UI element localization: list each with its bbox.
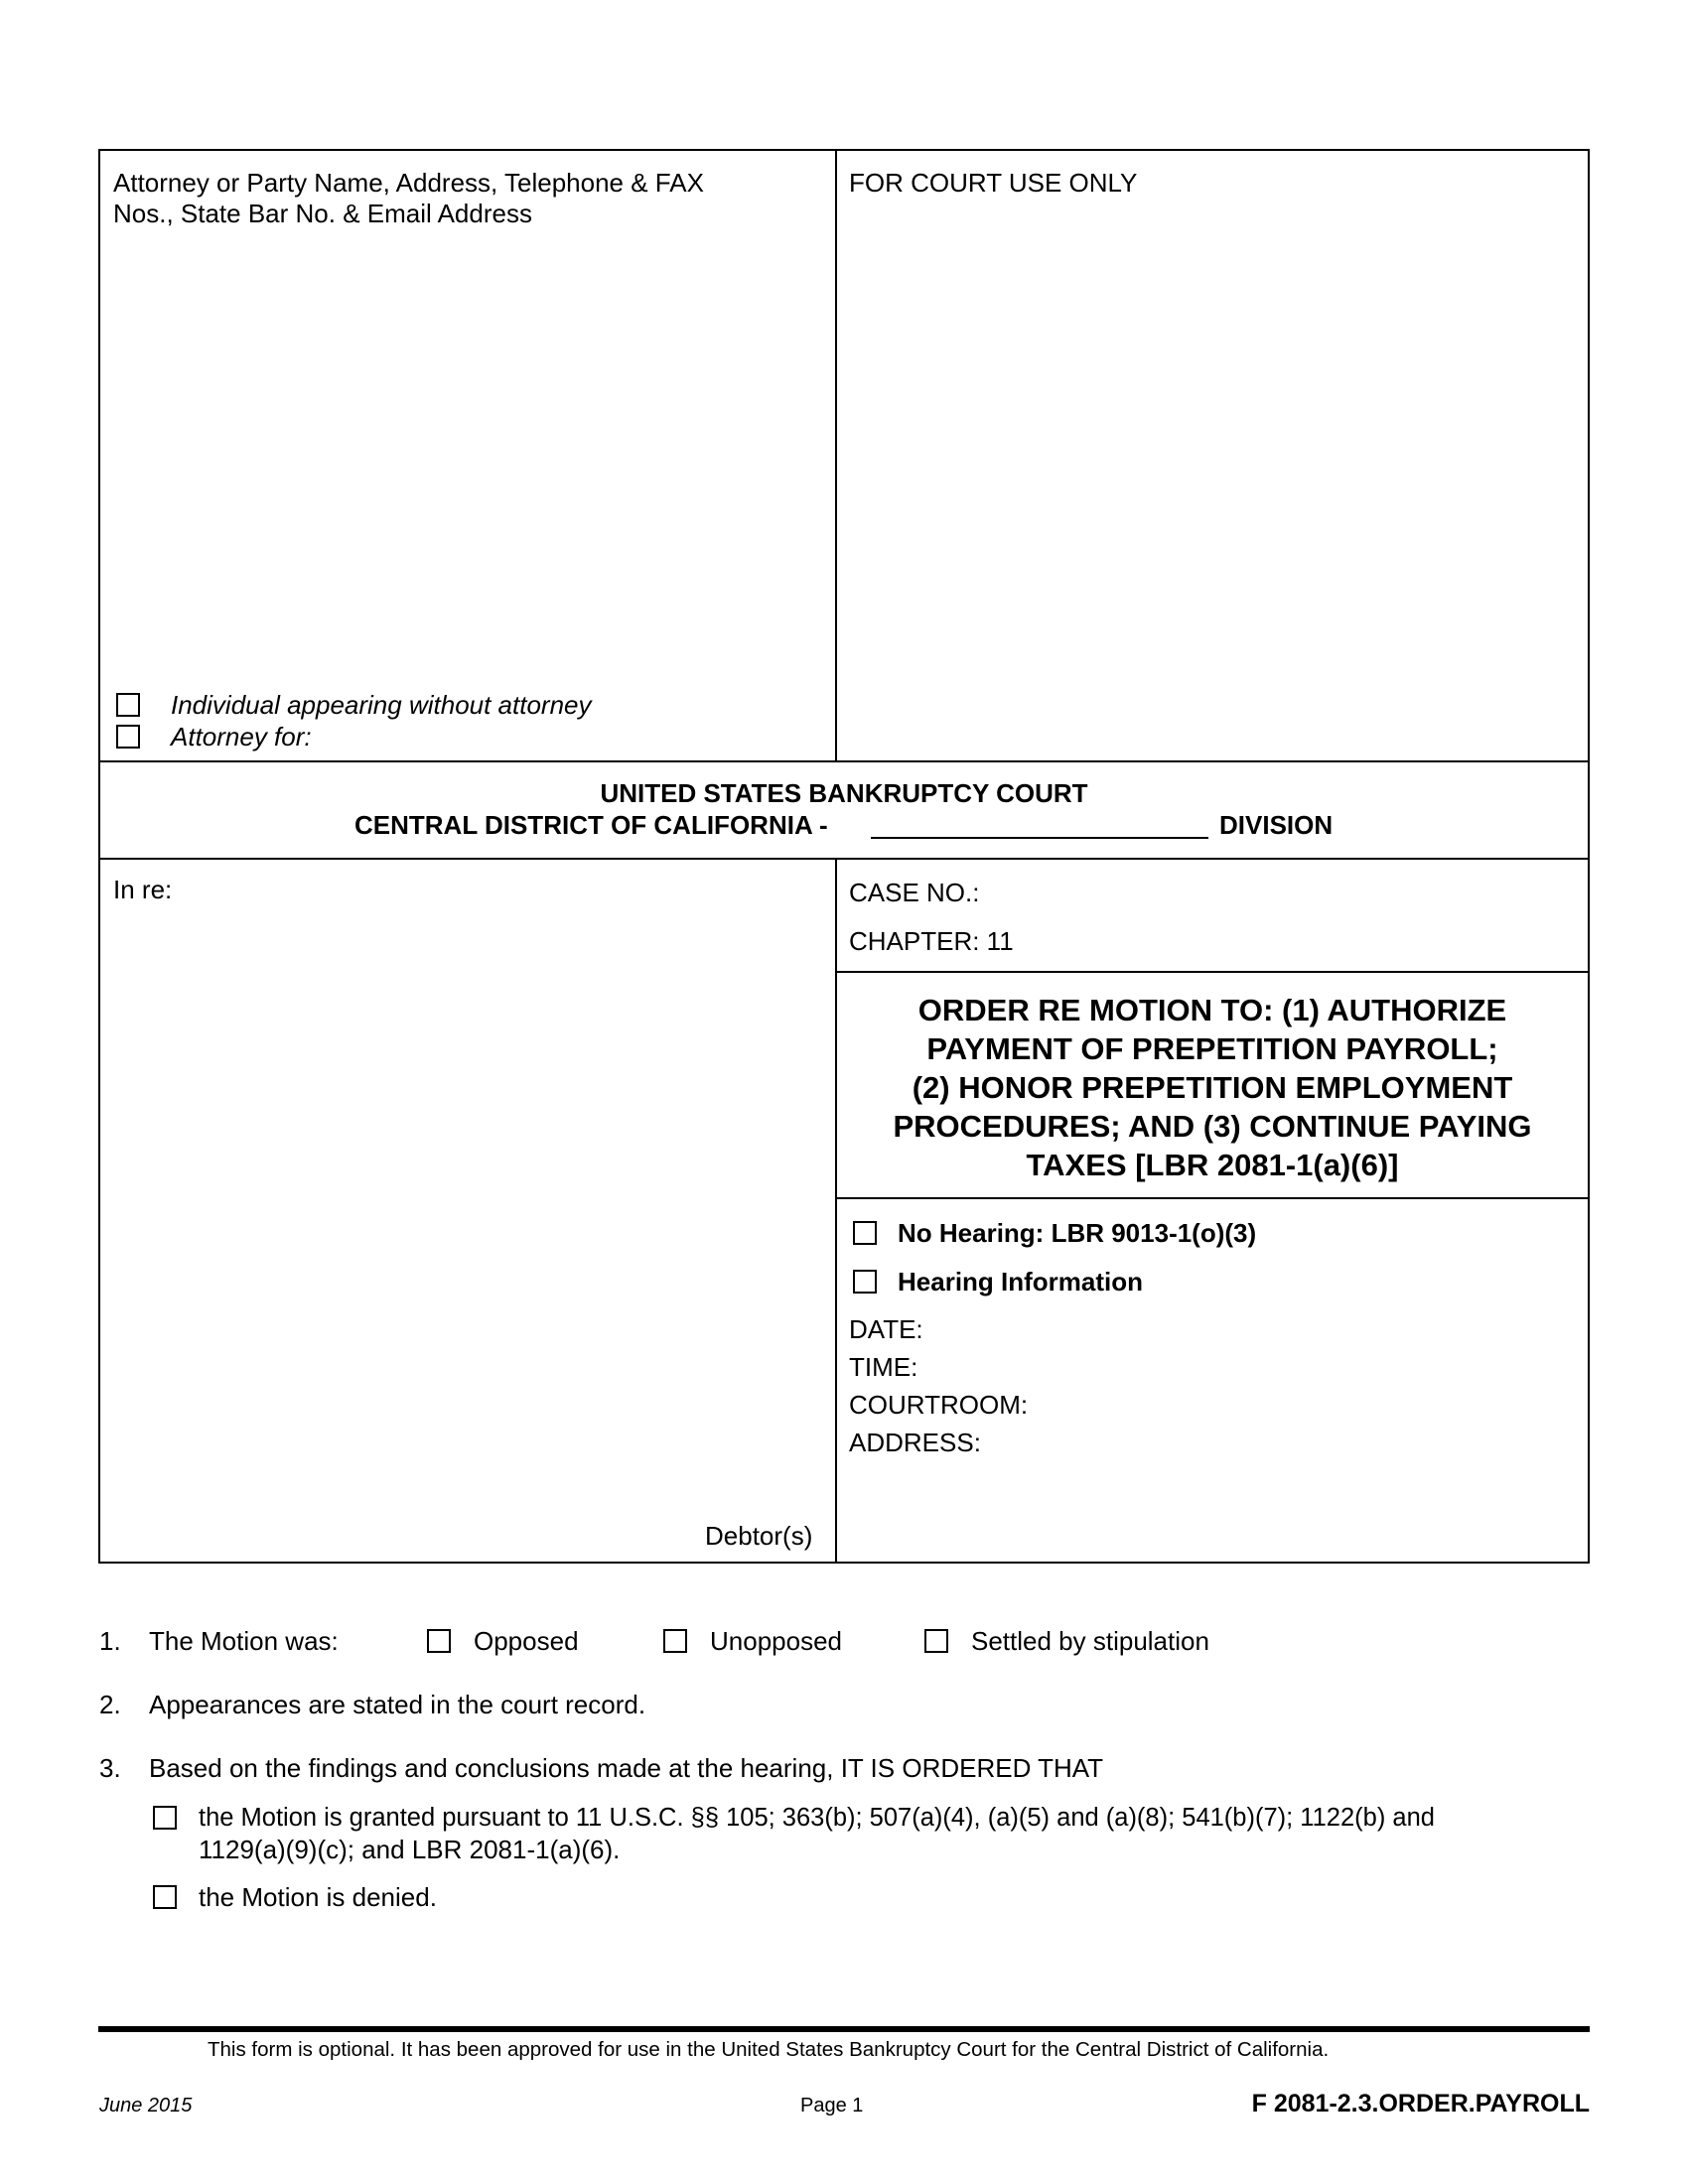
divider-middle-top: [835, 149, 837, 761]
hearing-date-label: DATE:: [849, 1314, 923, 1344]
divider-title: [835, 1197, 1590, 1199]
order-title-line: TAXES [LBR 2081-1(a)(6)]: [1026, 1148, 1399, 1182]
individual-label: Individual appearing without attorney: [171, 690, 592, 720]
divider-court-bottom: [98, 858, 1590, 860]
division-blank[interactable]: [871, 837, 1208, 839]
item-3-number: 3.: [99, 1753, 121, 1783]
court-district-prefix: CENTRAL DISTRICT OF CALIFORNIA -: [354, 810, 828, 840]
footer-date: June 2015: [99, 2095, 193, 2116]
court-name: UNITED STATES BANKRUPTCY COURT: [600, 778, 1088, 808]
footer-notice: This form is optional. It has been approved for use in the United States Bankruptcy Court for the Central District of California.: [208, 2038, 1330, 2061]
hearing-info-label: Hearing Information: [898, 1267, 1144, 1297]
no-hearing-label: No Hearing: LBR 9013-1(o)(3): [898, 1218, 1257, 1248]
denied-checkbox[interactable]: [153, 1885, 177, 1909]
attorney-for-checkbox[interactable]: [116, 725, 140, 749]
form-outer-top: [98, 149, 1590, 151]
granted-text-line1: the Motion is granted pursuant to 11 U.S.C. §§ 105; 363(b); 507(a)(4), (a)(5) and (a)(8); 541(b)(7); 1122(b) and: [199, 1804, 1435, 1832]
chapter-label: CHAPTER: 11: [849, 926, 1014, 956]
order-title-line: PAYMENT OF PREPETITION PAYROLL;: [926, 1031, 1498, 1066]
granted-text-line2: 1129(a)(9)(c); and LBR 2081-1(a)(6).: [199, 1835, 621, 1864]
hearing-address-label: ADDRESS:: [849, 1428, 981, 1457]
attorney-label-line1: Attorney or Party Name, Address, Telephone & FAX: [113, 168, 704, 198]
footer-rule: [98, 2026, 1590, 2032]
unopposed-label: Unopposed: [710, 1626, 842, 1656]
order-title: [837, 991, 1588, 1184]
opposed-label: Opposed: [474, 1626, 579, 1656]
hearing-courtroom-label: COURTROOM:: [849, 1390, 1029, 1420]
divider-case-chapter: [835, 971, 1590, 973]
case-no-label: CASE NO.:: [849, 878, 980, 907]
item-2-text: Appearances are stated in the court record.: [149, 1690, 646, 1719]
unopposed-checkbox[interactable]: [663, 1629, 687, 1653]
item-1-number: 1.: [99, 1626, 121, 1656]
footer-page: Page 1: [800, 2095, 864, 2116]
item-2-number: 2.: [99, 1690, 121, 1719]
attorney-label-line2: Nos., State Bar No. & Email Address: [113, 199, 532, 228]
settled-label: Settled by stipulation: [971, 1626, 1209, 1656]
debtor-label: Debtor(s): [705, 1521, 813, 1551]
order-title-line: (2) HONOR PREPETITION EMPLOYMENT: [912, 1070, 1513, 1105]
item-1-text: The Motion was:: [149, 1626, 339, 1656]
court-division-suffix: DIVISION: [1219, 810, 1334, 840]
opposed-checkbox[interactable]: [427, 1629, 451, 1653]
form-outer-left: [98, 149, 100, 1564]
settled-checkbox[interactable]: [924, 1629, 948, 1653]
individual-checkbox[interactable]: [116, 693, 140, 717]
in-re-label: In re:: [113, 875, 173, 904]
form-outer-bottom: [98, 1562, 1590, 1564]
attorney-for-label: Attorney for:: [171, 722, 312, 751]
divider-court-top: [98, 760, 1590, 762]
court-use-label: FOR COURT USE ONLY: [849, 168, 1138, 198]
order-title-line: PROCEDURES; AND (3) CONTINUE PAYING: [893, 1109, 1532, 1144]
item-3-text: Based on the findings and conclusions made at the hearing, IT IS ORDERED THAT: [149, 1753, 1104, 1783]
granted-checkbox[interactable]: [153, 1806, 177, 1830]
hearing-time-label: TIME:: [849, 1352, 918, 1382]
hearing-info-checkbox[interactable]: [853, 1270, 877, 1294]
divider-middle-bottom: [835, 858, 837, 1563]
form-outer-right: [1588, 149, 1590, 1564]
denied-text: the Motion is denied.: [199, 1882, 437, 1912]
footer-form-id: F 2081-2.3.ORDER.PAYROLL: [1251, 2090, 1590, 2117]
no-hearing-checkbox[interactable]: [853, 1221, 877, 1245]
order-title-line: ORDER RE MOTION TO: (1) AUTHORIZE: [917, 993, 1507, 1027]
